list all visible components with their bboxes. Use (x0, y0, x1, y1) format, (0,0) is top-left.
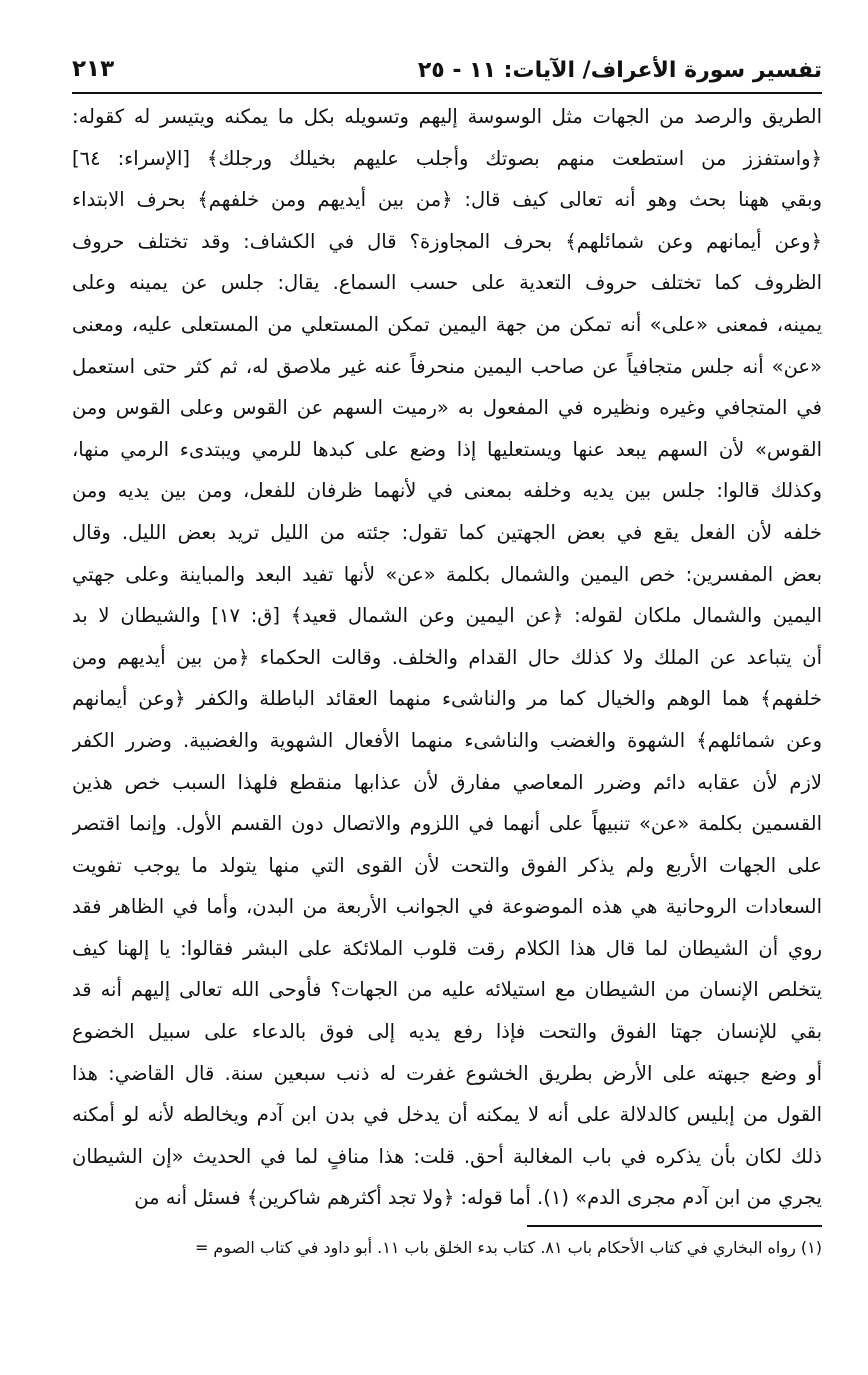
text-line: القول من إبليس كالدلالة على أنه لا يمكنه أن يدخل في بدن ابن آدم ويخالطه لأنه لو أمكنه (72, 1103, 822, 1127)
text-line: يتخلص الإنسان من الشيطان مع استيلائه عليه من الجهات؟ فأوحى الله تعالى إليهم أنه قد (72, 978, 822, 1002)
text-line: روي أن الشيطان لما قال هذا الكلام رقت قلوب الملائكة على البشر فقالوا: يا إلهنا كيف (72, 936, 822, 960)
text-line: القوس» لأن السهم يبعد عنها ويستعليها إذا وضع على كبدها للرمي ويبتدىء الرمي منها، (72, 437, 822, 461)
page-number: ٢١٣ (72, 56, 115, 82)
text-line: الظروف كما تختلف حروف التعدية على حسب السماع. يقال: جلس عن يمينه وعلى (72, 271, 822, 295)
text-line: خلفهم﴾ هما الوهم والخيال كما مر والناشىء منهما العقائد الباطلة والكفر ﴿وعن أيمانهم (72, 687, 822, 711)
text-line: ﴿وعن أيمانهم وعن شمائلهم﴾ بحرف المجاوزة؟ قال في الكشاف: وقد تختلف حروف (72, 229, 822, 253)
text-line: الطريق والرصد من الجهات مثل الوسوسة إليهم وتسويله بكل ما يمكنه ويتيسر له كقوله: (72, 105, 822, 128)
running-title: تفسير سورة الأعراف/ الآيات: ١١ - ٢٥ (417, 58, 822, 83)
text-line: على الجهات الأربع ولم يذكر الفوق والتحت لأن القوى التي منها يتولد ما يوجب تفويت (72, 853, 822, 877)
text-line: وعن شمائلهم﴾ الشهوة والغضب والناشىء منهما الأفعال الشهوية والغضبية. وضرر الكفر (72, 728, 822, 752)
text-line: السعادات الروحانية هي هذه الموضوعة في الجوانب الأربعة من البدن، وأما في الظاهر فقد (72, 895, 822, 919)
text-line: القسمين بكلمة «عن» تنبيهاً على أنهما في اللزوم والاتصال دون القسم الأول. وإنما اقتصر (72, 812, 822, 836)
text-line: أن يتباعد عن الملك ولا كذلك حال القدام والخلف. وقالت الحكماء ﴿من بين أيديهم ومن (72, 645, 822, 669)
text-line: يمينه، فمعنى «على» أنه تمكن من جهة اليمين تمكن المستعلي من المستعلى عليه، ومعنى (72, 312, 822, 336)
page-header (72, 52, 822, 94)
text-line: ذلك لكان بأن يذكره في باب المغالبة أحق. قلت: هذا منافٍ لما في الحديث «إن الشيطان (72, 1144, 822, 1168)
text-line: يجري من ابن آدم مجرى الدم» (١). أما قوله: ﴿ولا تجد أكثرهم شاكرين﴾ فسئل أنه من (134, 1186, 822, 1210)
text-line: وكذلك قالوا: جلس بين يديه وخلفه بمعنى في لأنهما ظرفان للفعل، ومن بين يديه ومن (72, 479, 822, 503)
text-line: أو وضع جبهته على الأرض بطريق الخشوع غفرت له ذنب سبعين سنة. قال القاضي: هذا (72, 1061, 822, 1085)
text-line: لازم لأن عقابه دائم وضرر المعاصي مفارق لأن عذابها منقطع فلهذا السبب خص هذين (72, 770, 822, 794)
text-line: بعض المفسرين: خص اليمين والشمال بكلمة «عن» لأنها تفيد البعد والمباينة وعلى جهتي (72, 562, 822, 586)
text-line: خلفه لأن الفعل يقع في بعض الجهتين كما تقول: جئته من الليل تريد بعض الليل. وقال (72, 520, 822, 544)
body-text (72, 96, 822, 1219)
text-line: ﴿واستفزز من استطعت منهم بصوتك وأجلب عليهم بخيلك ورجلك﴾ [الإسراء: ٦٤] (72, 146, 822, 170)
footnote-divider (527, 1225, 822, 1227)
text-line: «عن» أنه جلس متجافياً عن صاحب اليمين منحرفاً عنه غير ملاصق له، ثم كثر حتى استعمل (72, 354, 822, 378)
text-line: وبقي ههنا بحث وهو أنه تعالى كيف قال: ﴿من بين أيديهم ومن خلفهم﴾ بحرف الابتداء (72, 188, 822, 212)
text-line: في المتجافي وغيره ونظيره في المفعول به «رميت السهم عن القوس وعلى القوس ومن (72, 396, 822, 420)
text-line: اليمين والشمال ملكان لقوله: ﴿عن اليمين وعن الشمال قعيد﴾ [ق: ١٧] والشيطان لا بد (72, 604, 822, 628)
footnote: (١) رواه البخاري في كتاب الأحكام باب ٨١. كتاب بدء الخلق باب ١١. أبو داود في كتاب الصوم = (194, 1238, 822, 1257)
text-line: بقي للإنسان جهتا الفوق والتحت فإذا رفع يديه إلى فوق بالدعاء على سبيل الخضوع (72, 1020, 822, 1044)
